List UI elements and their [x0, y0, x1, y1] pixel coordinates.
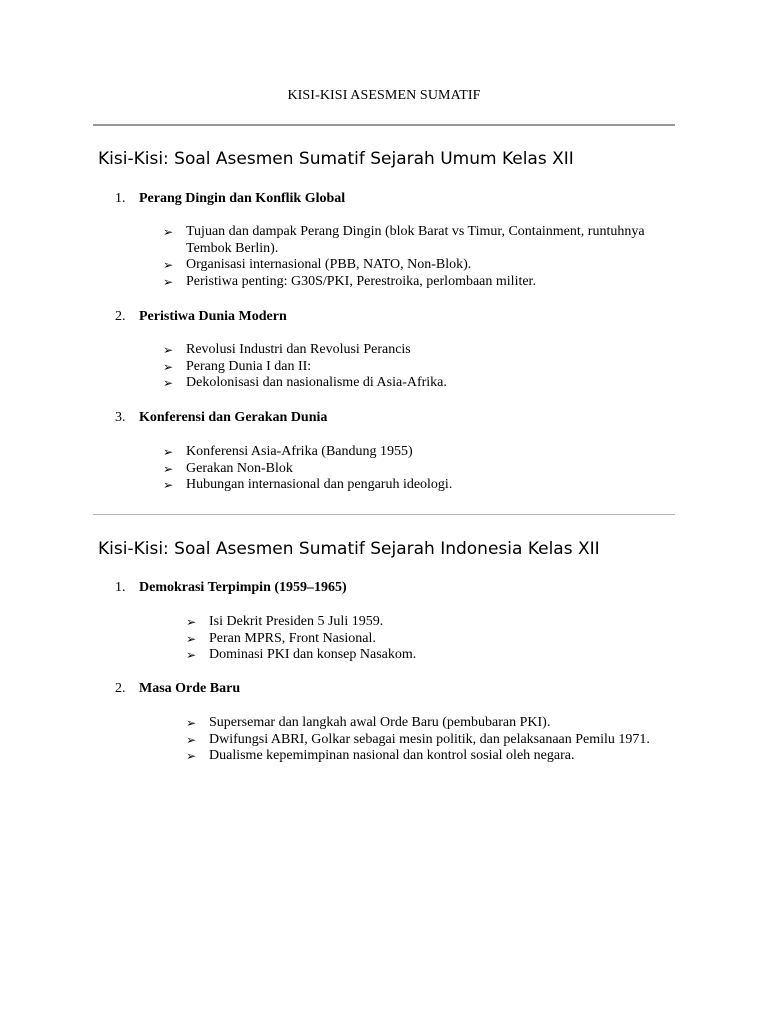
- list-item-text: Perang Dunia I dan II:: [186, 358, 312, 374]
- arrow-bullet-icon: ➢: [163, 274, 174, 289]
- arrow-bullet-icon: ➢: [163, 225, 174, 239]
- list-item-text: Peristiwa penting: G30S/PKI, Perestroika, perlombaan militer.: [186, 273, 536, 289]
- bullet-list: [186, 614, 664, 664]
- topic-heading: [115, 580, 347, 596]
- list-item: [163, 375, 653, 392]
- topic-title: Perang Dingin dan Konflik Global: [139, 191, 346, 206]
- header-divider: [93, 124, 675, 126]
- arrow-bullet-icon: ➢: [163, 258, 174, 272]
- list-item-text: Dekolonisasi dan nasionalisme di Asia-Afrika.: [186, 375, 447, 390]
- list-item-text: Dominasi PKI dan konsep Nasakom.: [209, 647, 417, 662]
- arrow-bullet-icon: ➢: [163, 478, 174, 492]
- list-item: [163, 477, 653, 494]
- topic-title: Masa Orde Baru: [139, 681, 241, 696]
- bullet-list: [163, 444, 653, 494]
- section-divider: [93, 514, 675, 515]
- topic-heading: [115, 681, 240, 697]
- list-item: [163, 359, 653, 376]
- page-header: KISI-KISI ASESMEN SUMATIF: [287, 88, 481, 103]
- topic-number: 2.: [115, 309, 126, 324]
- list-item-text: Supersemar dan langkah awal Orde Baru (pembubaran PKI).: [209, 715, 551, 730]
- list-item: [186, 748, 664, 765]
- list-item: [186, 614, 664, 631]
- list-item: [163, 224, 653, 257]
- list-item: [163, 274, 653, 291]
- list-item: [186, 647, 664, 664]
- topic-number: 1.: [115, 580, 126, 595]
- arrow-bullet-icon: ➢: [186, 732, 197, 747]
- topic-number: 3.: [115, 410, 126, 425]
- arrow-bullet-icon: ➢: [186, 749, 197, 763]
- list-item-text: Dwifungsi ABRI, Golkar sebagai mesin politik, dan pelaksanaan Pemilu 1971.: [209, 731, 650, 747]
- list-item-text: Organisasi internasional (PBB, NATO, Non-Blok).: [186, 257, 472, 272]
- topic-title: Demokrasi Terpimpin (1959–1965): [139, 580, 347, 595]
- list-item: [163, 461, 653, 478]
- topic-heading: [115, 191, 345, 207]
- arrow-bullet-icon: ➢: [163, 461, 174, 476]
- list-item-text: Dualisme kepemimpinan nasional dan kontrol sosial oleh negara.: [209, 748, 575, 763]
- list-item-text: Peran MPRS, Front Nasional.: [209, 630, 376, 646]
- list-item-text: Revolusi Industri dan Revolusi Perancis: [186, 342, 411, 357]
- section-title-sejarah-indonesia: Kisi-Kisi: Soal Asesmen Sumatif Sejarah Indonesia Kelas XII: [98, 539, 600, 559]
- list-item-text: Hubungan internasional dan pengaruh ideologi.: [186, 477, 453, 492]
- list-item: [186, 631, 664, 648]
- list-item: [163, 342, 653, 359]
- arrow-bullet-icon: ➢: [186, 631, 197, 646]
- list-item: [186, 715, 664, 732]
- arrow-bullet-icon: ➢: [186, 716, 197, 730]
- arrow-bullet-icon: ➢: [186, 615, 197, 629]
- list-item: [186, 732, 664, 749]
- list-item-text: Isi Dekrit Presiden 5 Juli 1959.: [209, 614, 384, 629]
- arrow-bullet-icon: ➢: [163, 376, 174, 390]
- arrow-bullet-icon: ➢: [163, 445, 174, 459]
- bullet-list: [163, 224, 653, 290]
- topic-title: Peristiwa Dunia Modern: [139, 309, 287, 324]
- list-item-text: Gerakan Non-Blok: [186, 460, 293, 476]
- bullet-list: [163, 342, 653, 392]
- list-item: [163, 257, 653, 274]
- topic-number: 2.: [115, 681, 126, 696]
- arrow-bullet-icon: ➢: [163, 343, 174, 357]
- topic-heading: [115, 410, 327, 426]
- topic-title: Konferensi dan Gerakan Dunia: [139, 410, 328, 425]
- list-item-text: Tujuan dan dampak Perang Dingin (blok Barat vs Timur, Containment, runtuhnya Tembok Berlin).: [186, 224, 645, 256]
- arrow-bullet-icon: ➢: [186, 648, 197, 662]
- topic-heading: [115, 309, 287, 325]
- list-item-text: Konferensi Asia-Afrika (Bandung 1955): [186, 444, 413, 459]
- arrow-bullet-icon: ➢: [163, 359, 174, 374]
- list-item: [163, 444, 653, 461]
- bullet-list: [186, 715, 664, 765]
- topic-number: 1.: [115, 191, 126, 206]
- section-title-sejarah-umum: Kisi-Kisi: Soal Asesmen Sumatif Sejarah Umum Kelas XII: [98, 149, 574, 169]
